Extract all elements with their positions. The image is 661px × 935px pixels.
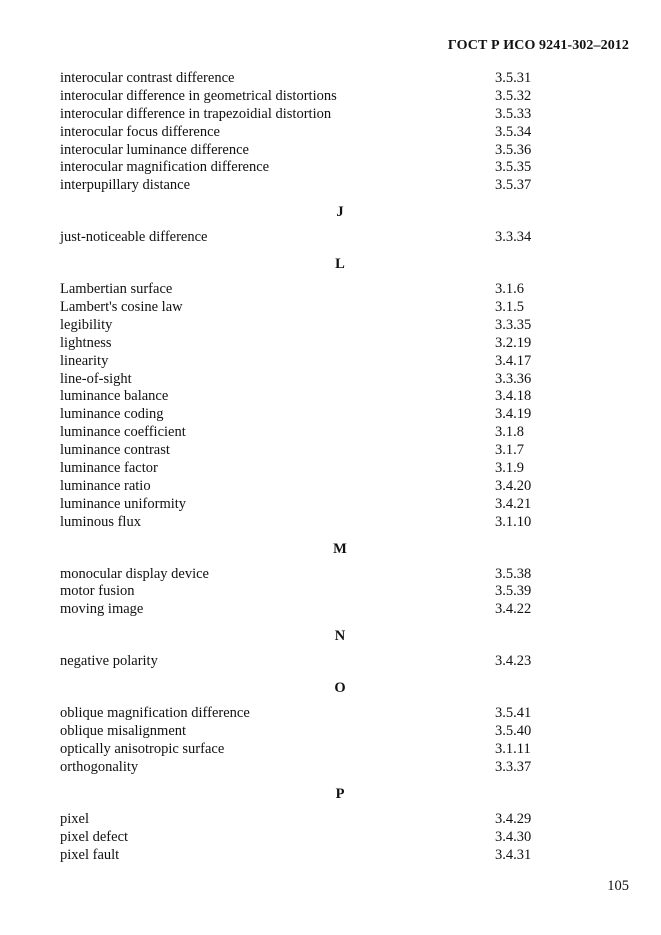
index-term: orthogonality: [60, 758, 139, 775]
index-reference: 3.5.33: [495, 105, 532, 122]
index-reference: 3.5.32: [495, 87, 532, 104]
index-reference: 3.1.7: [495, 442, 524, 459]
index-entry: [60, 759, 560, 777]
index-reference: 3.4.31: [495, 846, 532, 863]
index-term: motor fusion: [60, 583, 135, 600]
index-term: luminance ratio: [60, 477, 151, 494]
index-term: just-noticeable difference: [60, 229, 208, 246]
index-section: [60, 70, 560, 195]
index-reference: 3.5.40: [495, 723, 532, 740]
index-reference: 3.3.35: [495, 316, 532, 333]
index-letter-heading: L: [335, 256, 345, 273]
index-reference: 3.5.41: [495, 705, 532, 722]
index-term: luminance factor: [60, 460, 158, 477]
index-term: interocular difference in geometrical distortions: [60, 87, 337, 104]
index-term: linearity: [60, 352, 109, 369]
index-entry: [60, 353, 560, 371]
index-entry: [60, 478, 560, 496]
index-term: pixel defect: [60, 828, 129, 845]
index-section: [60, 785, 560, 865]
index-entry: [60, 424, 560, 442]
index-entry: [60, 335, 560, 353]
index-entry: [60, 229, 560, 247]
index-entry: [60, 705, 560, 723]
index-term: monocular display device: [60, 565, 209, 582]
index-entry: [60, 159, 560, 177]
index-entry: [60, 496, 560, 514]
index-letter-heading: M: [333, 540, 347, 557]
index-entry: [60, 388, 560, 406]
index-reference: 3.4.22: [495, 601, 532, 618]
index-reference: 3.1.5: [495, 299, 524, 316]
index-entry: [60, 70, 560, 88]
index-reference: 3.2.19: [495, 334, 532, 351]
index-section: [60, 540, 560, 620]
index-term: luminous flux: [60, 513, 141, 530]
index-section: [60, 627, 560, 671]
index-reference: 3.1.8: [495, 424, 524, 441]
index-entry: [60, 723, 560, 741]
alphabetical-index: [60, 70, 560, 864]
index-term: Lambert's cosine law: [60, 299, 183, 316]
index-reference: 3.3.37: [495, 758, 532, 775]
index-reference: 3.5.34: [495, 123, 532, 140]
index-term: interocular magnification difference: [60, 159, 270, 176]
index-entry: [60, 299, 560, 317]
index-entry: [60, 317, 560, 335]
index-entry: [60, 88, 560, 106]
index-letter-heading: J: [336, 204, 344, 221]
index-term: interocular difference in trapezoidial distortion: [60, 105, 332, 122]
index-term: luminance uniformity: [60, 495, 187, 512]
index-reference: 3.5.35: [495, 159, 532, 176]
index-term: legibility: [60, 316, 113, 333]
index-entry: [60, 829, 560, 847]
index-reference: 3.4.30: [495, 828, 532, 845]
index-entry: [60, 601, 560, 619]
index-term: pixel fault: [60, 846, 120, 863]
document-header: ГОСТ Р ИСО 9241-302–2012: [447, 38, 629, 53]
index-term: moving image: [60, 601, 144, 618]
index-term: interocular focus difference: [60, 123, 220, 140]
index-term: luminance balance: [60, 388, 169, 405]
index-term: oblique magnification difference: [60, 705, 250, 722]
index-reference: 3.1.11: [495, 740, 531, 757]
index-term: pixel: [60, 810, 89, 827]
index-term: lightness: [60, 334, 112, 351]
index-letter-heading: O: [334, 680, 346, 697]
index-entry: [60, 566, 560, 584]
index-reference: 3.5.36: [495, 141, 532, 158]
index-term: luminance coefficient: [60, 424, 186, 441]
index-term: luminance contrast: [60, 442, 170, 459]
index-term: oblique misalignment: [60, 723, 187, 740]
index-reference: 3.4.20: [495, 477, 532, 494]
index-entry: [60, 653, 560, 671]
index-entry: [60, 442, 560, 460]
index-section: [60, 255, 560, 531]
index-entry: [60, 177, 560, 195]
index-entry: [60, 406, 560, 424]
index-entry: [60, 514, 560, 532]
index-entry: [60, 124, 560, 142]
index-section: [60, 203, 560, 247]
index-term: interocular contrast difference: [60, 70, 235, 86]
index-entry: [60, 811, 560, 829]
index-entry: [60, 106, 560, 124]
index-reference: 3.5.38: [495, 565, 532, 582]
index-entry: [60, 847, 560, 865]
index-letter-heading: P: [335, 785, 345, 802]
index-reference: 3.4.17: [495, 352, 532, 369]
index-term: interpupillary distance: [60, 177, 191, 194]
index-reference: 3.5.31: [495, 70, 532, 86]
index-reference: 3.1.6: [495, 281, 524, 298]
index-entry: [60, 281, 560, 299]
index-term: negative polarity: [60, 653, 158, 670]
index-term: optically anisotropic surface: [60, 740, 225, 757]
index-entry: [60, 583, 560, 601]
index-entry: [60, 142, 560, 160]
index-reference: 3.4.29: [495, 810, 532, 827]
index-reference: 3.4.21: [495, 495, 532, 512]
index-term: line-of-sight: [60, 370, 132, 387]
index-reference: 3.4.19: [495, 406, 532, 423]
index-reference: 3.4.23: [495, 653, 532, 670]
index-reference: 3.4.18: [495, 388, 532, 405]
index-section: [60, 679, 560, 777]
index-entry: [60, 371, 560, 389]
index-term: Lambertian surface: [60, 281, 173, 298]
index-reference: 3.1.9: [495, 460, 524, 477]
index-term: interocular luminance difference: [60, 141, 249, 158]
index-letter-heading: N: [334, 628, 346, 645]
index-reference: 3.3.36: [495, 370, 532, 387]
index-reference: 3.1.10: [495, 513, 532, 530]
index-reference: 3.5.39: [495, 583, 532, 600]
index-entry: [60, 741, 560, 759]
index-reference: 3.5.37: [495, 177, 532, 194]
index-entry: [60, 460, 560, 478]
index-term: luminance coding: [60, 406, 164, 423]
page-number: 105: [607, 878, 629, 894]
index-reference: 3.3.34: [495, 229, 532, 246]
